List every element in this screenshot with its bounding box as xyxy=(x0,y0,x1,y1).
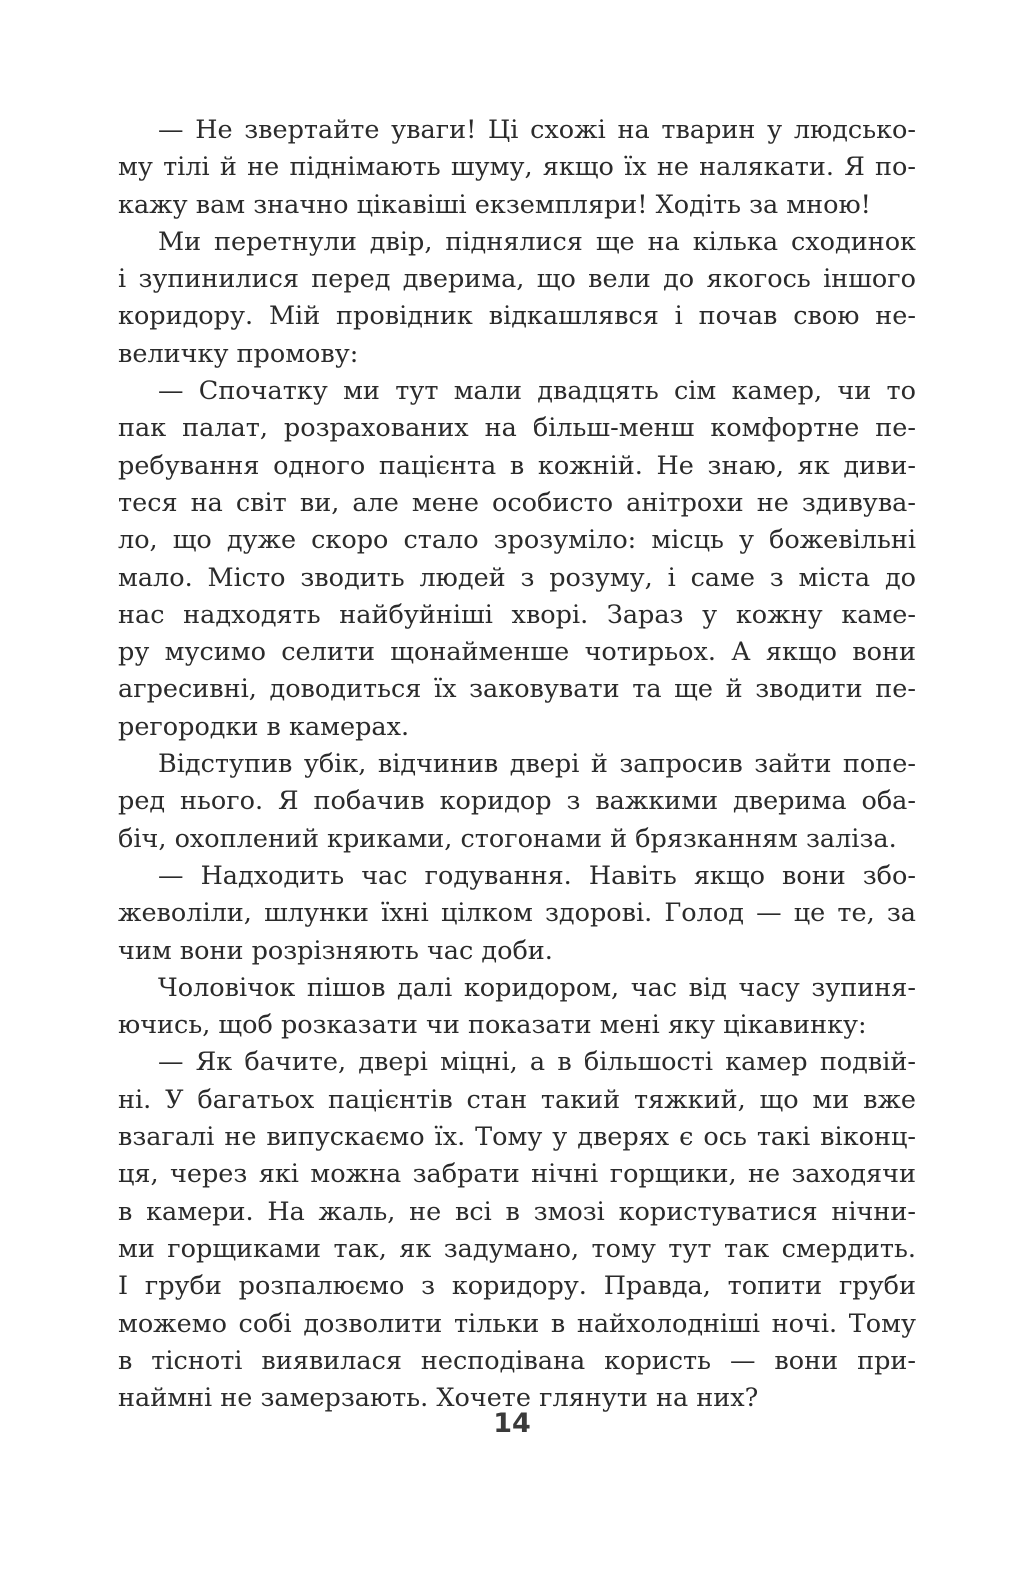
text-line: ця, через які можна забрати нічні горщики, не заходячи xyxy=(118,1159,916,1190)
text-line: — Спочатку ми тут мали двадцять сім камер, чи то xyxy=(158,376,916,407)
text-line: Відступив убік, відчинив двері й запросив зайти попе- xyxy=(158,749,916,780)
text-line: в камери. На жаль, не всі в змозі користуватися нічни- xyxy=(118,1196,916,1227)
text-line: ру мусимо селити щонайменше чотирьох. А якщо вони xyxy=(118,637,916,668)
text-line: чим вони розрізняють час доби. xyxy=(118,935,553,966)
text-line: ючись, щоб розказати чи показати мені яку цікавинку: xyxy=(118,1010,867,1041)
text-line: теся на світ ви, але мене особисто анітрохи не здивува- xyxy=(118,487,916,518)
text-line: ми горщиками так, як задумано, тому тут так смердить. xyxy=(118,1233,916,1264)
text-line: — Як бачите, двері міцні, а в більшості камер подвій- xyxy=(158,1047,916,1078)
text-line: регородки в камерах. xyxy=(118,711,410,742)
body-text xyxy=(118,112,916,1417)
text-line: — Не звертайте уваги! Ці схожі на тварин у людсько- xyxy=(158,115,916,145)
page-number: 14 xyxy=(493,1408,531,1439)
text-line: коридору. Мій провідник відкашлявся і почав свою не- xyxy=(118,301,916,332)
text-line: агресивні, доводиться їх заковувати та ще й зводити пе- xyxy=(118,674,916,705)
text-line: нас надходять найбуйніші хворі. Зараз у кожну каме- xyxy=(118,599,916,630)
text-line: мало. Місто зводить людей з розуму, і саме з міста до xyxy=(118,562,916,593)
text-line: ред нього. Я побачив коридор з важкими дверима оба- xyxy=(118,786,916,817)
text-line: можемо собі дозволити тільки в найхолодніші ночі. Тому xyxy=(118,1308,916,1339)
text-line: Ми перетнули двір, піднялися ще на кілька сходинок xyxy=(158,226,916,257)
text-line: в тісноті виявилася несподівана користь — вони при- xyxy=(118,1345,916,1376)
text-line: і зупинилися перед дверима, що вели до якогось іншого xyxy=(118,264,916,295)
text-line: величку промову: xyxy=(118,338,359,369)
text-line: І груби розпалюємо з коридору. Правда, топити груби xyxy=(118,1271,916,1302)
text-line: ні. У багатьох пацієнтів стан такий тяжкий, що ми вже xyxy=(118,1084,916,1115)
text-line: му тілі й не піднімають шуму, якщо їх не налякати. Я по- xyxy=(118,152,916,183)
text-line: кажу вам значно цікавіші екземпляри! Ходіть за мною! xyxy=(118,189,871,220)
text-line: біч, охоплений криками, стогонами й брязканням заліза. xyxy=(118,823,897,854)
text-line: взагалі не випускаємо їх. Тому у дверях є ось такі віконц- xyxy=(118,1122,916,1153)
text-line: ло, що дуже скоро стало зрозуміло: місць у божевільні xyxy=(118,525,916,556)
text-line: Чоловічок пішов далі коридором, час від часу зупиня- xyxy=(158,972,916,1003)
text-line: пак палат, розрахованих на більш-менш комфортне пе- xyxy=(118,413,916,444)
text-line: наймні не замерзають. Хочете глянути на них? xyxy=(118,1383,759,1414)
text-line: — Надходить час годування. Навіть якщо вони збо- xyxy=(158,860,916,891)
text-line: жеволіли, шлунки їхні цілком здорові. Голод — це те, за xyxy=(118,898,916,929)
text-line: ребування одного пацієнта в кожній. Не знаю, як диви- xyxy=(118,450,916,481)
